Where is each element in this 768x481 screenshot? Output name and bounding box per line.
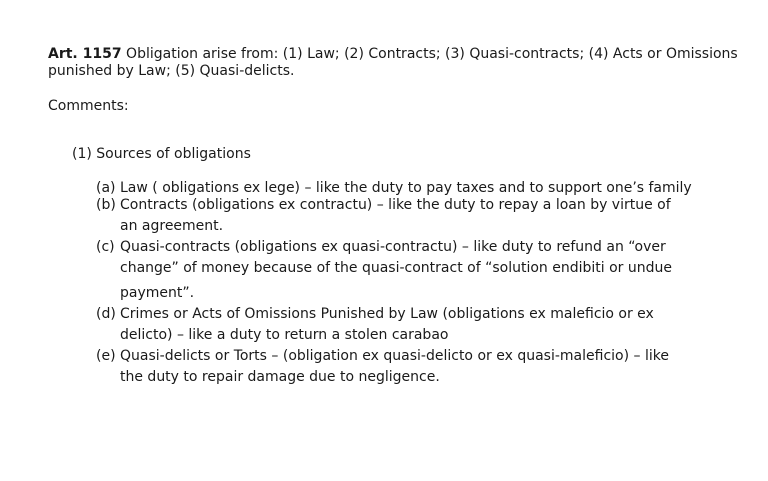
list-item xyxy=(96,306,726,348)
list-item xyxy=(96,197,726,239)
item-text xyxy=(120,180,726,197)
document-page xyxy=(48,46,738,404)
item-text-continuation: delicto) – like a duty to return a stolen carabao xyxy=(120,327,449,343)
item-label: (c) xyxy=(96,239,115,255)
list-item xyxy=(96,348,726,390)
article-paragraph xyxy=(48,46,738,80)
item-label: (d) xyxy=(96,306,116,322)
item-text xyxy=(120,239,726,306)
item-text-continuation: an agreement. xyxy=(120,218,224,234)
item-label: (b) xyxy=(96,197,116,213)
item-text-line: Law ( obligations ex lege) – like the duty to pay taxes and to support one’s family xyxy=(120,180,692,196)
item-label: (e) xyxy=(96,348,116,364)
article-heading: Art. 1157 xyxy=(48,46,122,62)
item-text-line: Crimes or Acts of Omissions Punished by Law (obligations ex maleficio or ex xyxy=(120,306,654,322)
item-text-continuation: change” of money because of the quasi-contract of “solution endibiti or undue payment”. xyxy=(120,260,672,301)
sources-heading: (1) Sources of obligations xyxy=(72,146,251,162)
comments-label: Comments: xyxy=(48,98,129,114)
item-text-line: Quasi-contracts (obligations ex quasi-contractu) – like duty to refund an “over xyxy=(120,239,666,255)
item-label: (a) xyxy=(96,180,116,196)
list-item xyxy=(96,180,726,197)
list-item xyxy=(96,239,726,306)
item-text xyxy=(120,348,726,390)
item-text xyxy=(120,197,726,239)
item-text-line: Contracts (obligations ex contractu) – like the duty to repay a loan by virtue of xyxy=(120,197,671,213)
item-text-line: Quasi-delicts or Torts – (obligation ex quasi-delicto or ex quasi-maleficio) – like xyxy=(120,348,669,364)
item-text xyxy=(120,306,726,348)
article-text: Obligation arise from: (1) Law; (2) Contracts; (3) Quasi-contracts; (4) Acts or Omissions punished by Law; (5) Quasi-delicts. xyxy=(48,46,738,79)
sources-list xyxy=(96,180,726,390)
item-text-continuation: the duty to repair damage due to negligence. xyxy=(120,369,440,385)
